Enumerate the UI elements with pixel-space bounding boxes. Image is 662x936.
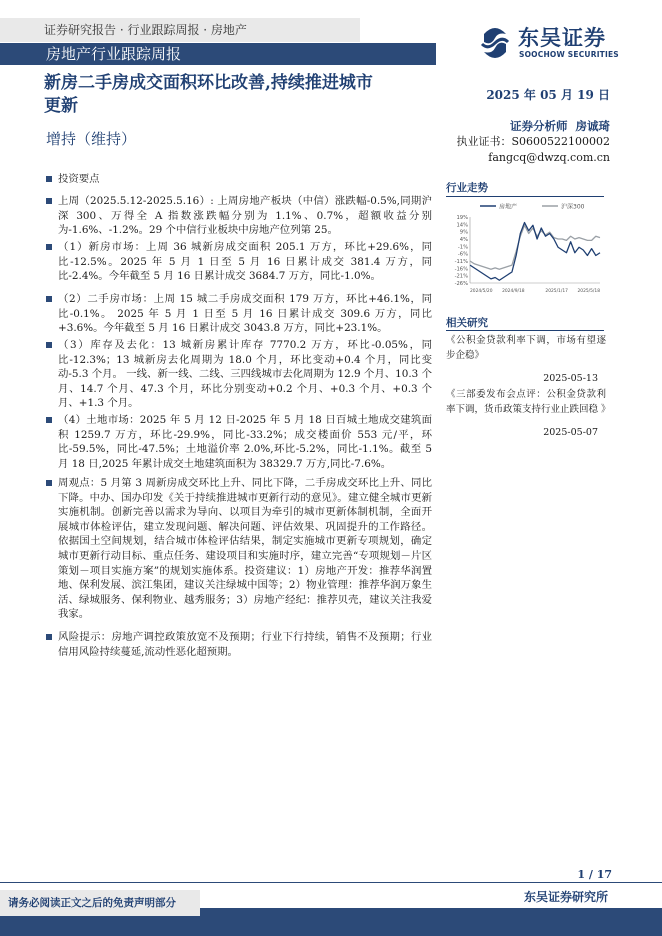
analyst-name: 房诚琦 xyxy=(575,119,610,133)
para-inventory: （3）库存及去化：13 城新房累计库存 7770.2 万方，环比-0.05%，同比-12.3%；13 城新房去化周期为 18.0 个月，环比变动+0.4 个月，同比变动-5.3 个月。 一线、新一线、二线、三四线城市去化周期为 12.9 个月、10.3 个月、14.7 个月、47.3 个月，环比分别变动+0.2 个月、+0.3 个月、+0.3 个月、+1.3 个月。 xyxy=(44,338,432,411)
analyst-license: 执业证书：S0600522100002 xyxy=(456,135,610,148)
x-tick-label: 2025/5/18 xyxy=(577,289,600,294)
logo-mark-icon xyxy=(476,24,514,62)
y-tick-label: 9% xyxy=(459,229,468,236)
headline-line-2: 更新 xyxy=(44,96,78,116)
analyst-title xyxy=(456,118,610,134)
analyst-email[interactable]: fangcq@dwzq.com.cn xyxy=(488,151,610,164)
analyst-block xyxy=(456,118,610,166)
legend-label: 房地产 xyxy=(499,203,518,211)
y-tick-label: -6% xyxy=(457,251,468,258)
related-title: 相关研究 xyxy=(446,317,488,329)
x-tick-label: 2025/1/17 xyxy=(545,289,568,294)
footer-org: 东吴证券研究所 xyxy=(523,890,608,904)
logo-text-cn: 东吴证券 xyxy=(518,26,606,50)
related-divider xyxy=(446,330,604,331)
logo-text-en: SOOCHOW SECURITIES xyxy=(519,50,619,59)
highlights-label: 投资要点 xyxy=(44,172,100,187)
para-weekly-market: 上周（2025.5.12-2025.5.16）: 上周房地产板块（中信）涨跌幅-0.5%,同期沪深 300、万得全 A 指数涨跌幅分别为 1.1%、0.7%，超额收益分别为-1.6%、-1.2%。29 个中信行业板块中房地产位列第 25。 xyxy=(44,194,432,238)
y-tick-label: -21% xyxy=(454,273,468,280)
related-item[interactable] xyxy=(446,333,606,386)
related-item-date: 2025-05-07 xyxy=(543,427,598,438)
y-tick-label: 19% xyxy=(456,215,468,221)
y-tick-label: -16% xyxy=(454,266,468,273)
related-item-title[interactable]: 《三部委发布会点评：公积金贷款利率下调，货币政策支持行业止跌回稳 》 xyxy=(446,389,611,415)
related-item-title[interactable]: 《公积金贷款利率下调，市场有望逐步企稳》 xyxy=(446,335,606,361)
y-tick-label: -1% xyxy=(457,244,468,251)
breadcrumb: 证券研究报告 · 行业跟踪周报 · 房地产 xyxy=(0,18,360,42)
report-type-banner: 房地产行业跟踪周报 xyxy=(0,43,436,65)
headline-line-1: 新房二手房成交面积环比改善,持续推进城市 xyxy=(44,73,373,93)
footer-divider xyxy=(0,882,662,883)
disclaimer-note[interactable]: 请务必阅读正文之后的免责声明部分 xyxy=(0,890,200,916)
analyst-role: 证券分析师 xyxy=(510,119,568,133)
para-risk: 风险提示：房地产调控政策放宽不及预期；行业下行持续，销售不及预期；行业信用风险持续蔓延,流动性恶化超预期。 xyxy=(44,630,432,659)
para-weekly-view: 周观点：5 月第 3 周新房成交环比上升、同比下降，二手房成交环比上升、同比下降。中办、国办印发《关于持续推进城市更新行动的意见》。建立健全城市更新实施机制。创新完善以需求为导向、以项目为牵引的城市更新体制机制，全面开展城市体检评估，建立发现问题、解决问题、评估效果、巩固提升的工作路径。依据国土空间规划，结合城市体检评估结果，制定实施城市更新专项规划，确定城市更新行动目标、重点任务、建设项目和实施时序，建立完善“专项规划－片区策划－项目实施方案”的规划实施体系。投资建议：1）房地产开发：推荐华润置地、保利发展、滨江集团，建议关注绿城中国等；2）物业管理：推荐华润万象生活、绿城服务、保利物业、越秀服务；3）房地产经纪：推荐贝壳，建议关注我爱我家。 xyxy=(44,476,432,622)
x-tick-label: 2024/5/20 xyxy=(470,289,493,294)
company-logo xyxy=(476,22,646,64)
y-tick-label: -26% xyxy=(454,281,468,287)
para-land-market: （4）土地市场：2025 年 5 月 12 日-2025 年 5 月 18 日百城土地成交建筑面积 1259.7 万方，环比-29.9%，同比-33.2%；成交楼面价 553 元/平，环比-59.5%，同比-47.5%；土地溢价率 2.0%,环比-5.2%，同比-1.1%。截至 5 月 18 日,2025 年累计成交土地建筑面积为 38329.7 万方,同比-7.6%。 xyxy=(44,413,432,471)
series-line xyxy=(470,223,600,281)
legend-label: 沪深300 xyxy=(561,203,585,211)
y-tick-label: 14% xyxy=(456,222,468,229)
trend-chart-svg xyxy=(446,197,604,295)
rating: 增持（维持） xyxy=(46,130,137,148)
page-number: 1 / 17 xyxy=(577,868,612,881)
para-new-home: （1）新房市场：上周 36 城新房成交面积 205.1 万方，环比+29.6%，同比-12.5%。2025 年 5 月 1 日至 5 月 16 日累计成交 381.4 万方，同比-2.4%。今年截至 5 月 16 日累计成交 3684.7 万方，同比-1.0%。 xyxy=(44,240,432,284)
related-item-date: 2025-05-13 xyxy=(543,373,598,384)
trend-chart xyxy=(446,196,604,294)
report-headline xyxy=(44,72,444,118)
y-tick-label: 4% xyxy=(459,237,468,243)
trend-title: 行业走势 xyxy=(446,182,488,194)
y-tick-label: -11% xyxy=(454,259,468,265)
report-date: 2025 年 05 月 19 日 xyxy=(486,88,610,102)
x-tick-label: 2024/9/18 xyxy=(502,289,525,294)
related-item[interactable] xyxy=(446,387,611,440)
para-second-hand: （2）二手房市场：上周 15 城二手房成交面积 179 万方，环比+46.1%，同比-0.1%。 2025 年 5 月 1 日至 5 月 16 日累计成交 309.6 万方，同比+3.6%。今年截至 5 月 16 日累计成交 3043.8 万方，同比+23.1%。 xyxy=(44,292,432,336)
